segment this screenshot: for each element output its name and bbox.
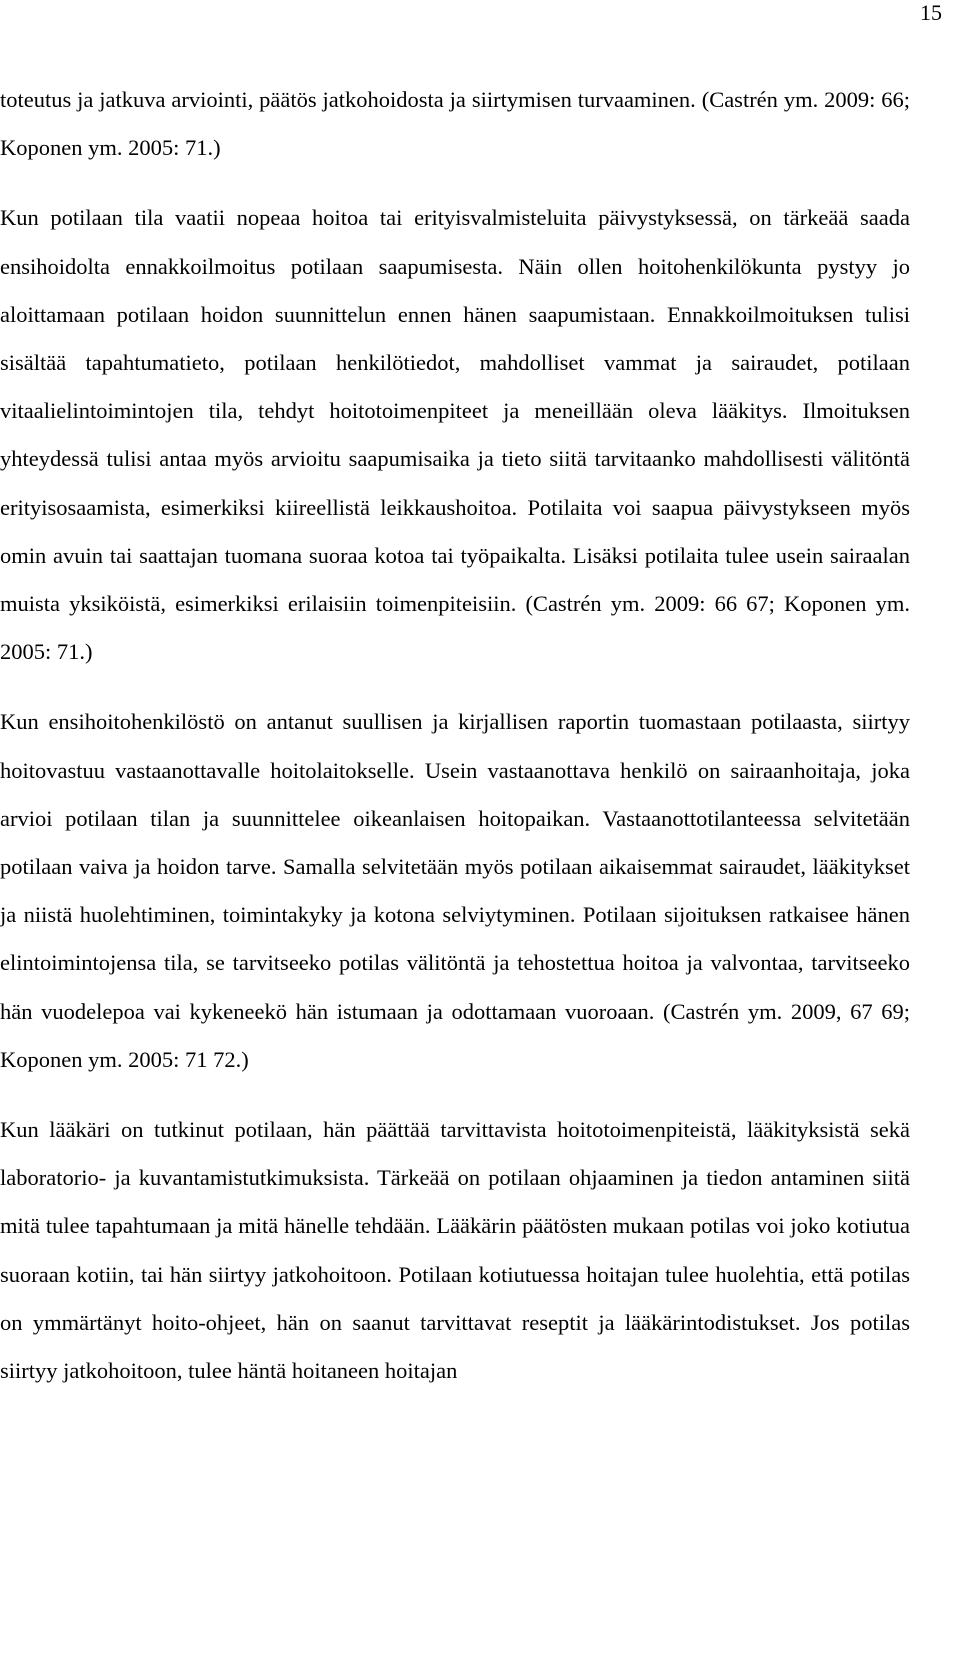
paragraph-2: Kun potilaan tila vaatii nopeaa hoitoa tai erityisvalmisteluita päivystyksessä, on tärkeää saada ensihoidolta ennakkoilmoitus potilaan saapumisesta. Näin ollen hoitohenkilökunta pystyy jo aloittamaan potilaan hoidon suunnittelun ennen hänen saapumistaan. Ennakkoilmoituksen tulisi sisältää tapahtumatieto, potilaan henkilötiedot, mahdolliset vammat ja sairaudet, potilaan vitaalielintoimintojen tila, tehdyt hoitotoimenpiteet ja meneillään oleva lääkitys. Ilmoituksen yhteydessä tulisi antaa myös arvioitu saapumisaika ja tieto siitä tarvitaanko mahdollisesti välitöntä erityisosaamista, esimerkiksi kiireellistä leikkaushoitoa. Potilaita voi saapua päivystykseen myös omin avuin tai saattajan tuomana suoraa kotoa tai työpaikalta. Lisäksi potilaita tulee usein sairaalan muista yksiköistä, esimerkiksi erilaisiin toimenpiteisiin. (Castrén ym. 2009: 66 67; Koponen ym. 2005: 71.) [0, 205, 910, 665]
paragraph-1: toteutus ja jatkuva arviointi, päätös jatkohoidosta ja siirtymisen turvaaminen. (Castrén ym. 2009: 66; Koponen ym. 2005: 71.) [0, 87, 910, 161]
document-body [0, 76, 910, 1395]
paragraph-3: Kun ensihoitohenkilöstö on antanut suullisen ja kirjallisen raportin tuomastaan potilaasta, siirtyy hoitovastuu vastaanottavalle hoitolaitokselle. Usein vastaanottava henkilö on sairaanhoitaja, joka arvioi potilaan tilan ja suunnittelee oikeanlaisen hoitopaikan. Vastaanottotilanteessa selvitetään potilaan vaiva ja hoidon tarve. Samalla selvitetään myös potilaan aikaisemmat sairaudet, lääkitykset ja niistä huolehtiminen, toimintakyky ja kotona selviytyminen. Potilaan sijoituksen ratkaisee hänen elintoimintojensa tila, se tarvitseeko potilas välitöntä ja tehostettua hoitoa ja valvontaa, tarvitseeko hän vuodelepoa vai kykeneekö hän istumaan ja odottamaan vuoroaan. (Castrén ym. 2009, 67 69; Koponen ym. 2005: 71 72.) [0, 709, 910, 1072]
paragraph-4: Kun lääkäri on tutkinut potilaan, hän päättää tarvittavista hoitotoimenpiteistä, lääkityksistä sekä laboratorio- ja kuvantamistutkimuksista. Tärkeää on potilaan ohjaaminen ja tiedon antaminen siitä mitä tulee tapahtumaan ja mitä hänelle tehdään. Lääkärin päätösten mukaan potilas voi joko kotiutua suoraan kotiin, tai hän siirtyy jatkohoitoon. Potilaan kotiutuessa hoitajan tulee huolehtia, että potilas on ymmärtänyt hoito-ohjeet, hän on saanut tarvittavat reseptit ja lääkärintodistukset. Jos potilas siirtyy jatkohoitoon, tulee häntä hoitaneen hoitajan [0, 1117, 910, 1384]
page-number: 15 [920, 0, 942, 25]
